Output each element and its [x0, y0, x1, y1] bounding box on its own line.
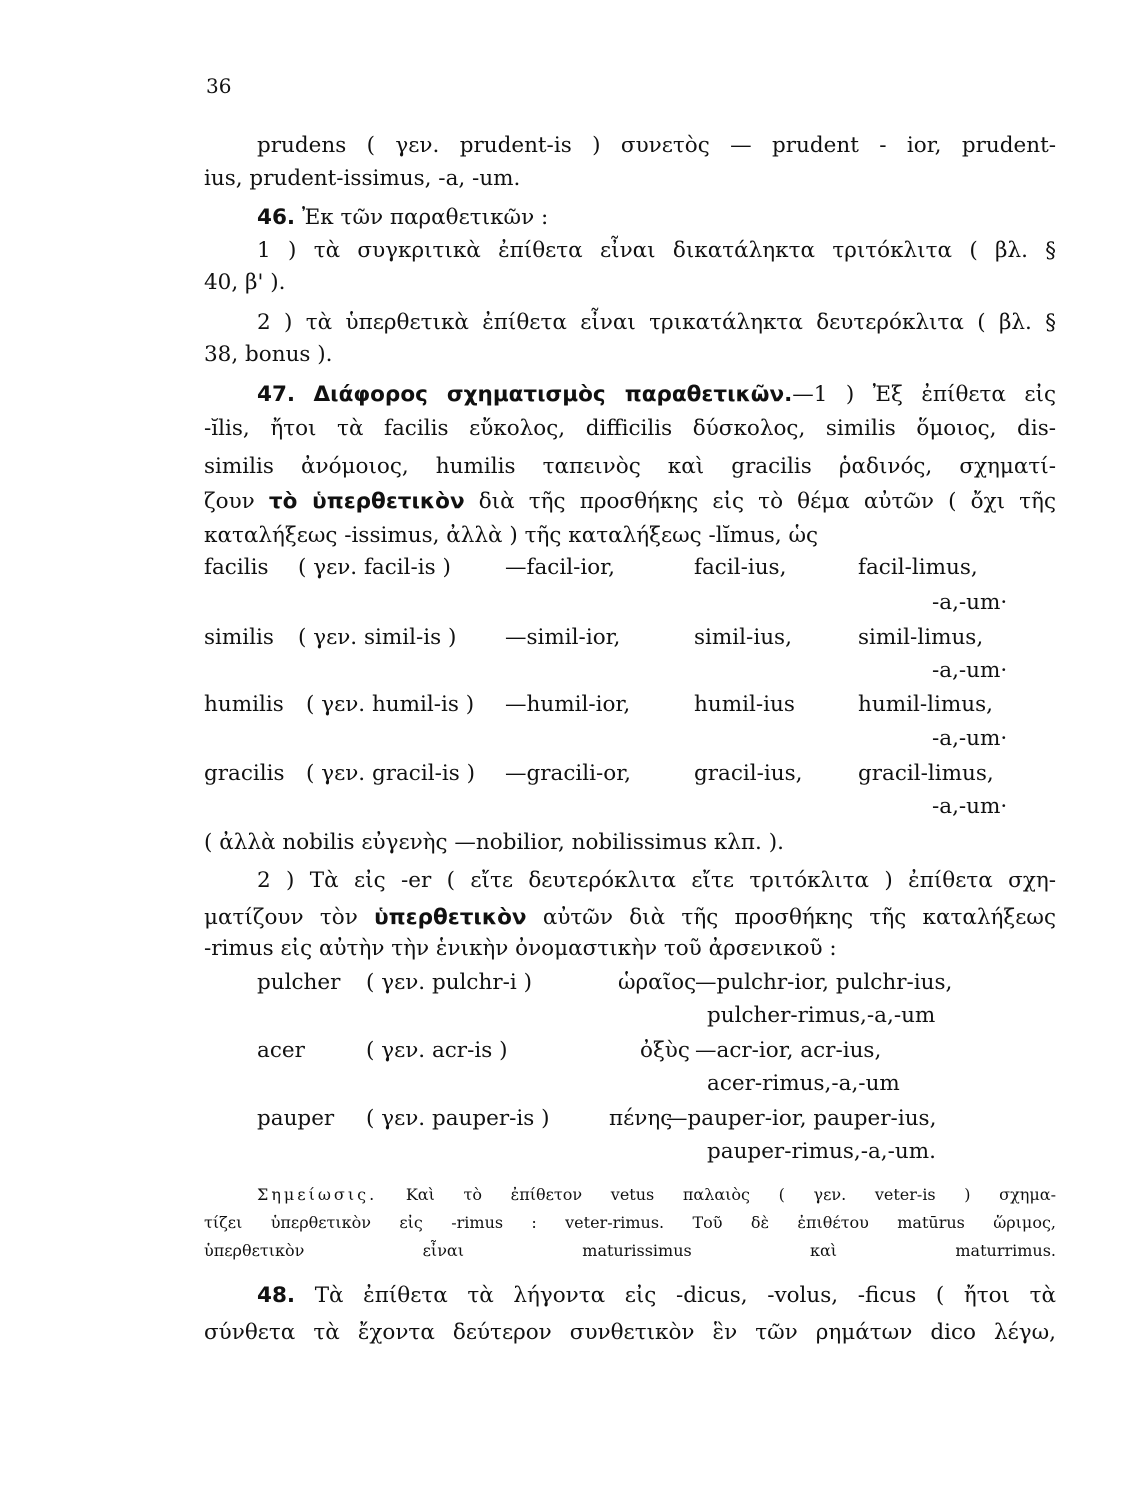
section-number: 47. — [257, 382, 296, 407]
text-line-bold-term — [204, 903, 1056, 933]
table1-ending: -a,-um· — [932, 590, 1008, 615]
text-line: 2 ) Τὰ εἰς -er ( εἴτε δευτερόκλιτα εἴτε τριτόκλιτα ) ἐπίθετα σχη- — [257, 868, 1056, 893]
table1-comparative: —facil-ior, — [505, 555, 615, 580]
text-line: -ĭlis, ἤτοι τὰ facilis εὔκολος, difficilis δύσκολος, similis ὅμοιος, dis- — [204, 416, 1056, 441]
note-line: τίζει ὑπερθετικὸν εἰς -rimus : veter-rimus. Τοῦ δὲ ἐπιθέτου matūrus ὥριμος, — [204, 1213, 1056, 1232]
table1-adverb: gracil-ius, — [694, 761, 803, 786]
table1-genitive: ( γεν. humil-is ) — [306, 692, 475, 717]
table2-word: acer — [257, 1038, 305, 1063]
text-line: σύνθετα τὰ ἔχοντα δεύτερον συνθετικὸν ἓν τῶν ρημάτων dico λέγω, — [204, 1320, 1056, 1345]
table1-superlative: humil-limus, — [858, 692, 993, 717]
note-line — [257, 1184, 1056, 1206]
text-line-bold-term — [204, 487, 1056, 517]
table2-forms: —pauper-ior, pauper-ius, — [666, 1106, 937, 1131]
text-line: prudens ( γεν. prudent-is ) συνετὸς — prudent - ior, prudent- — [257, 133, 1056, 158]
table1-genitive: ( γεν. simil-is ) — [298, 625, 457, 650]
table1-ending: -a,-um· — [932, 794, 1008, 819]
table1-comparative: —gracili-or, — [505, 761, 631, 786]
text-line: 1 ) τὰ συγκριτικὰ ἐπίθετα εἶναι δικατάληκτα τριτόκλιτα ( βλ. § — [257, 238, 1056, 263]
table1-word: facilis — [204, 555, 269, 580]
text-line: 40, β' ). — [204, 270, 286, 295]
note-text: Καὶ τὸ ἐπίθετον vetus παλαιὸς ( γεν. veter-is ) σχημα- — [405, 1185, 1056, 1204]
table1-genitive: ( γεν. gracil-is ) — [306, 761, 475, 786]
section-title: Διάφορος σχηματισμὸς παραθετικῶν. — [313, 382, 793, 407]
table1-word: similis — [204, 625, 274, 650]
table2-genitive: ( γεν. pulchr-i ) — [366, 970, 532, 995]
text-line: -rimus εἰς αὐτὴν τὴν ἑνικὴν ὀνομαστικὴν τοῦ ἀρσενικοῦ : — [204, 936, 837, 961]
table2-meaning: πένης — [609, 1106, 673, 1131]
table2-word: pauper — [257, 1106, 335, 1131]
text-line: καταλήξεως -issimus, ἀλλὰ ) τῆς καταλήξεως -lĭmus, ὡς — [204, 523, 819, 548]
table2-superlative: pulcher-rimus,-a,-um — [707, 1003, 936, 1028]
table2-genitive: ( γεν. acr-is ) — [366, 1038, 508, 1063]
table1-superlative: gracil-limus, — [858, 761, 994, 786]
text-span: αὐτῶν διὰ τῆς προσθήκης τῆς καταλήξεως — [542, 905, 1056, 930]
text-line: 2 ) τὰ ὑπερθετικὰ ἐπίθετα εἶναι τρικατάληκτα δευτερόκλιτα ( βλ. § — [257, 310, 1056, 335]
note-line: ὑπερθετικὸν εἶναι maturissimus καὶ maturrimus. — [204, 1241, 1056, 1260]
table1-adverb: humil-ius — [694, 692, 795, 717]
table2-genitive: ( γεν. pauper-is ) — [366, 1106, 550, 1131]
text-line: 38, bonus ). — [204, 342, 333, 367]
section-text: Τὰ ἐπίθετα τὰ λήγοντα εἰς -dicus, -volus, -ficus ( ἤτοι τὰ — [314, 1283, 1057, 1308]
table2-meaning: ὀξὺς — [640, 1038, 690, 1063]
table2-superlative: acer-rimus,-a,-um — [707, 1071, 900, 1096]
table2-forms: —pulchr-ior, pulchr-ius, — [695, 970, 953, 995]
page-number: 36 — [206, 74, 232, 98]
text-span: ζουν — [204, 489, 255, 514]
text-line: ( ἀλλὰ nobilis εὐγενὴς —nobilior, nobilissimus κλπ. ). — [204, 830, 784, 855]
text-span: διὰ τῆς προσθήκης εἰς τὸ θέμα αὐτῶν ( ὄχι τῆς — [478, 489, 1056, 514]
text-span: ματίζουν τὸν — [204, 905, 358, 930]
table1-ending: -a,-um· — [932, 726, 1008, 751]
table1-superlative: facil-limus, — [858, 555, 978, 580]
table2-meaning: ὡραῖος — [618, 970, 697, 995]
section-48-line — [257, 1281, 1056, 1311]
table2-forms: —acr-ior, acr-ius, — [695, 1038, 882, 1063]
text-line: ius, prudent-issimus, -a, -um. — [204, 166, 521, 191]
table1-ending: -a,-um· — [932, 658, 1008, 683]
table1-word: gracilis — [204, 761, 285, 786]
table1-genitive: ( γεν. facil-is ) — [298, 555, 451, 580]
section-47-heading — [257, 380, 1056, 410]
table1-comparative: —simil-ior, — [505, 625, 621, 650]
section-title: Ἐκ τῶν παραθετικῶν : — [301, 205, 549, 230]
table1-adverb: simil-ius, — [694, 625, 792, 650]
section-number: 46. — [257, 205, 296, 230]
text-line: similis ἀνόμοιος, humilis ταπεινὸς καὶ gracilis ῥαδινός, σχηματί- — [204, 454, 1056, 479]
table1-word: humilis — [204, 692, 284, 717]
bold-term: τὸ ὑπερθετικὸν — [268, 489, 465, 514]
table1-comparative: —humil-ior, — [505, 692, 631, 717]
table1-adverb: facil-ius, — [694, 555, 787, 580]
section-number: 48. — [257, 1283, 296, 1308]
section-text: —1 ) Ἐξ ἐπίθετα εἰς — [792, 382, 1056, 407]
table1-superlative: simil-limus, — [858, 625, 984, 650]
bold-term: ὑπερθετικὸν — [374, 905, 527, 930]
note-label: Σημείωσις. — [257, 1185, 378, 1204]
table2-word: pulcher — [257, 970, 341, 995]
table2-superlative: pauper-rimus,-a,-um. — [707, 1139, 936, 1164]
section-46-heading — [257, 203, 1056, 233]
